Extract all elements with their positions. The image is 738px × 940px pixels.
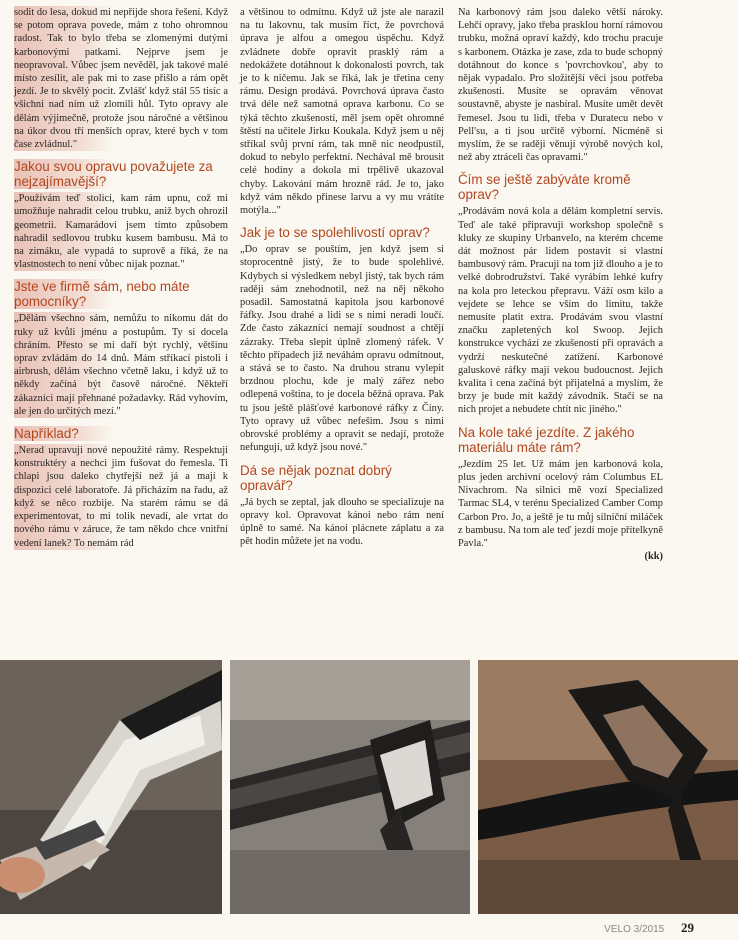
- question-heading: Dá se nějak poznat dobrý opravář?: [240, 462, 392, 493]
- photo-illustration: [0, 660, 222, 914]
- photo-illustration: [230, 660, 470, 914]
- page-number: 29: [681, 920, 694, 935]
- paragraph: „Nerad upravuji nové nepoužité rámy. Respektuji konstruktéry a nechci jim fušovat do řemesla. Ti chlapi jsou daleko chytřejší než já a mají k dispozici celé laboratoře. Já přicházím na řadu, až když se něco rozbije. Na starém rámu se dá experimentovat, to mi tolik nevadí, ale vrtat do nového rámu v záruce, že tam někdo chce vnitřní vedení lanek? To nemám rád: [14, 445, 228, 549]
- question-heading: Jste ve firmě sám, nebo máte pomocníky?: [14, 279, 228, 309]
- photo-frame-finished: [478, 660, 738, 914]
- photo-frame-carbon-detail: [230, 660, 470, 914]
- article-column-1: [14, 6, 228, 550]
- question-heading: Například?: [14, 426, 228, 441]
- photo-illustration: [478, 660, 738, 914]
- page-footer: [604, 920, 694, 936]
- question-heading: Jak je to se spolehlivostí oprav?: [240, 225, 430, 241]
- paragraph: Na karbonový rám jsou daleko větší nároky. Lehčí opravy, jako třeba prasklou horní rámovou trubku, možná opraví každý, kdo trochu pracuje s karbonem. Otázka je zase, zda to bude schopný dotáhnout do konce s 'povrchovkou', aby to nějak vypadalo. Pro složitější věci jsou potřeba zkušenosti. Musíte se opravám věnovat soustavně, abyste je nasbíral. Musíte umět devět řemesel. Jsou tu lidi, třeba v Duratecu nebo v Pell'su, a ti jsou určitě výborní. Nicméně si myslím, že se raději věnují výrobě nových kol, než aby ztráceli čas opravami.": [458, 7, 663, 164]
- question-heading: Čím se ještě zabýváte kromě oprav?: [458, 172, 631, 203]
- author-signature: (kk): [644, 551, 663, 563]
- paragraph: „Do oprav se pouštím, jen když jsem si stoprocentně jistý, že to bude spolehlivé. Kdybych si výsledkem nebyl jistý, tak bych rám raději sám znehodnotil, než na něj někoho posadil. Samostatná kapitola jsou karbonové řáfky. Jsou drahé a lidi se s nimi neradi loučí. Zde často zákazníci nemají soudnost a chtějí zázraky. Třeba slepit úplně zlomený ráfek. V těchto případech již neváhám opravu odmítnout, a stává se to často. Na druhou stranu vylepit brzdnou plochu, kde je malý zářez nebo odlepená voština, to je docela běžná oprava. Pak tu jsou ještě plášťové karbonové ráfky z Číny. Tyto opravy už vůbec nefešim. Jsou s nimi obrovské problémy a opravit se nedají, protože nefungují, už když jsou nové.": [240, 244, 444, 454]
- paragraph: „Prodávám nová kola a dělám kompletní servis. Teď ale také připravuji workshop společně s kluky ze skupiny Urbanvelo, na kterém chceme dát možnost pár lidem postavit si vlastní bambusový rám. Pracuji na tom již dlouho a je to velké dobrodružství. Také vyrábím lehké kufry na kola pro leteckou přepravu. Váží osm kilo a vejdete se lehce se vším do limitu, takže nemusíte platit extra. Prodávám svou vlastní značku zapletených kol Swoop. Jejich konstrukce vychází ze zkušeností při opravách a vydrží neskutečné zatížení. Karbonové galuskové ráfky mají vekou budoucnost. Jejich kvalita i cena začíná být přijatelná a myslím, že brzy je bude mít každý závodník. Stačí se na nich projet a nebudete chtít nic jiného.": [458, 206, 663, 416]
- photo-frame-repair-wrapped: [0, 660, 222, 914]
- question-heading: Jakou svou opravu považujete za nejzajímavější?: [14, 159, 228, 189]
- paragraph: sodit do lesa, dokud mi nepřijde shora řešení. Když se potom oprava povede, mám z toho ohromnou radost. Tak to bylo třeba se zlomenými dutými karbonovými patkami. Nejprve jsem je neopravoval. Vůbec jsem nevěděl, jak takové malé místo zesílit, ale pak mi to zase přišlo a rám opět jezdí. Je to skvělý pocit. Zvlášť když stál 55 tisíc a všichni nad ním už zlomili hůl. Tyto opravy ale dělám výjimečně, protože jsou náročné a většinou na úkor dvou tří menších oprav, které bych v tom čase zvládnul.": [14, 7, 228, 151]
- paragraph: „Já bych se zeptal, jak dlouho se specializuje na opravy kol. Opravovat kánoi nebo rám není úplně to samé. Na kánoi plácnete záplatu a za pět hodin můžete jet na vodu.: [240, 496, 444, 548]
- paragraph: a většinou to odmítnu. Když už jste ale narazil na tu lakovnu, tak musím říct, že povrchová úprava je alfou a omegou úspěchu. Když zvládnete dobře opravit prasklý rám a nedokážete dotáhnout k dokonalosti povrch, tak je to k ničemu. Jak se říká, lak je třetina ceny rámu. Design prodává. Povrchová úprava často trvá déle než samotná oprava karbonu. Co se týká těchto zkušeností, měl jsem opět ohromné štěstí na učitele Jirku Koukala. Když jsem u něj stříkal svůj první rám, tak mně nic neodpustil, dokud to nebylo perfektní. Nechával mě brousit celé hodiny a dokola mi trpělivě ukazoval chyby. Lakování mám hrozně rád. Je to, jako když vám někdo přinese larvu a vy mu vrátíte motýla...": [240, 7, 444, 217]
- magazine-issue: VELO 3/2015: [604, 924, 665, 935]
- question-heading: Na kole také jezdíte. Z jakého materiálu máte rám?: [458, 424, 635, 455]
- paragraph: „Dělám všechno sám, nemůžu to nikomu dát do ruky už kvůli jménu a postupům. Ty si docela chráním. Přesto se mi daří být rychlý, většinu oprav zvládám do 14 dnů. Mám stříkací pistoli i airbrush, dělám všechno včetně laku, i když už to někdy začíná být časově náročné. Někteří zákazníci mají přehnané požadavky. Rád vyhovím, ale jen do určitých mezí.": [14, 313, 228, 417]
- paragraph: „Používám teď stolici, kam rám upnu, což mi umožňuje nahradit celou trubku, aniž bych ohrozil geometrii. Kamarádovi jsem tímto způsobem nahradil sedlovou trubku kusem bambusu. Má to na zimáku, ale vypadá to suprově a říká, že na vlastnostech to není vůbec nijak poznat.": [14, 193, 228, 271]
- paragraph: „Jezdím 25 let. Už mám jen karbonová kola, plus jeden archivní ocelový rám Columbus EL Nivachrom. Na silnici mě vozí Specialized Tarmac SL4, v terénu Specialized Camber Comp Carbon Pro. Jo, a ještě je tu můj silniční miláček z bambusu. Na tom ale teď jezdí moje přítelkyně Pavla.": [458, 458, 663, 549]
- article-column-2: [240, 6, 444, 548]
- article-column-3: [458, 6, 663, 563]
